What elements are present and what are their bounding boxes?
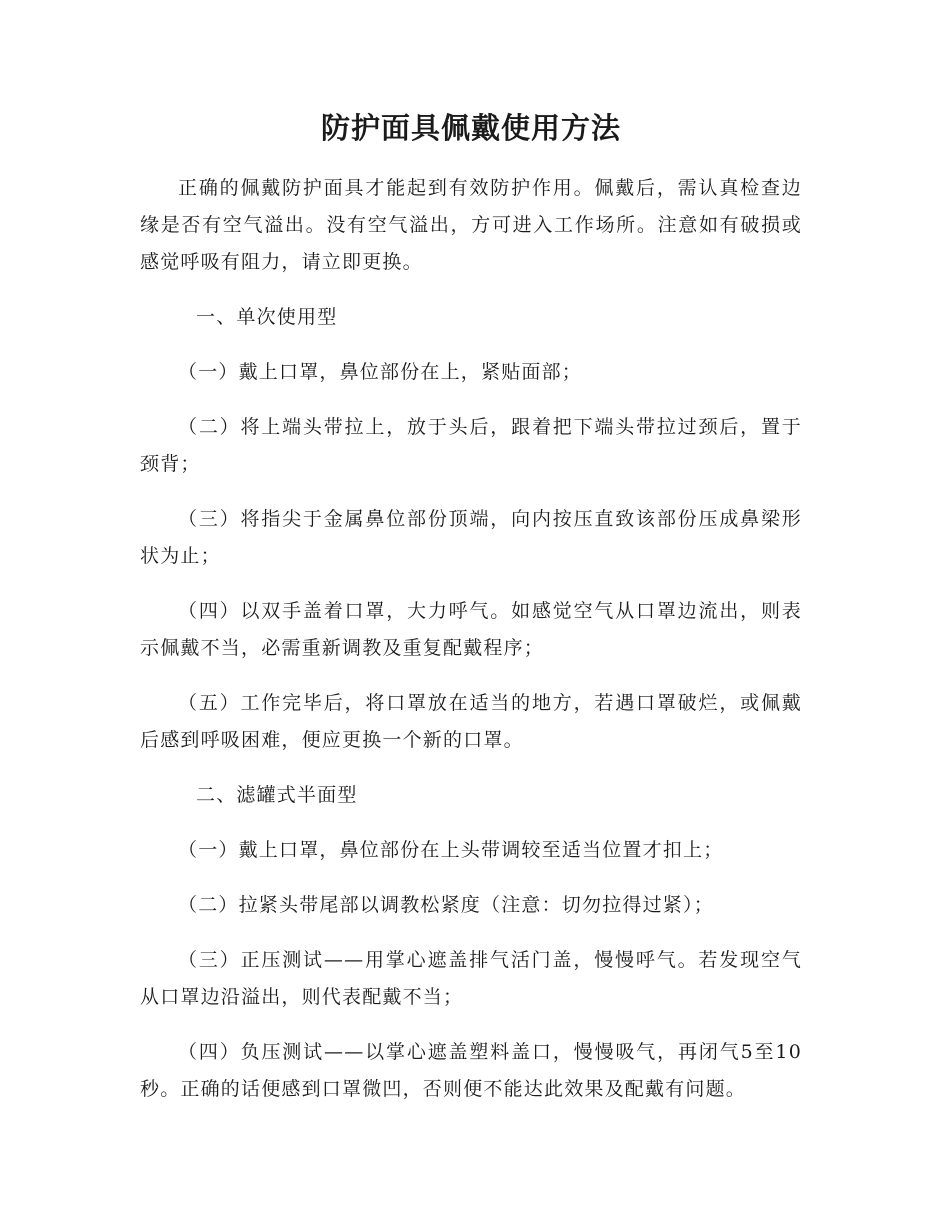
intro-paragraph: 正确的佩戴防护面具才能起到有效防护作用。佩戴后，需认真检查边缘是否有空气溢出。没有空气溢出，方可进入工作场所。注意如有破损或感觉呼吸有阻力，请立即更换。 [140,177,802,273]
step-paragraph: （一）戴上口罩，鼻位部份在上头带调较至适当位置才扣上； [178,839,724,861]
step-paragraph: （二）拉紧头带尾部以调教松紧度（注意：切勿拉得过紧）； [178,894,714,916]
step-paragraph: （三）将指尖于金属鼻位部份顶端，向内按压直致该部份压成鼻梁形状为止； [140,508,802,567]
step-paragraph: （二）将上端头带拉上，放于头后，跟着把下端头带拉过颈后，置于颈背； [140,416,802,475]
section-heading-cartridge-half-mask: 二、滤罐式半面型 [196,784,358,806]
document-title: 防护面具佩戴使用方法 [320,111,621,145]
step-paragraph: （四）负压测试——以掌心遮盖塑料盖口，慢慢吸气，再闭气5至10秒。正确的话便感到口罩微凹，否则便不能达此效果及配戴有问题。 [140,1041,802,1100]
step-paragraph: （四）以双手盖着口罩，大力呼气。如感觉空气从口罩边流出，则表示佩戴不当，必需重新调教及重复配戴程序； [140,600,802,659]
step-paragraph: （五）工作完毕后，将口罩放在适当的地方，若遇口罩破烂，或佩戴后感到呼吸困难，便应更换一个新的口罩。 [140,692,802,751]
step-paragraph: （三）正压测试——用掌心遮盖排气活门盖，慢慢呼气。若发现空气从口罩边沿溢出，则代表配戴不当； [140,949,802,1008]
step-paragraph: （一）戴上口罩，鼻位部份在上，紧贴面部； [178,361,583,383]
document-page [140,108,802,1108]
section-heading-single-use: 一、单次使用型 [196,306,338,328]
